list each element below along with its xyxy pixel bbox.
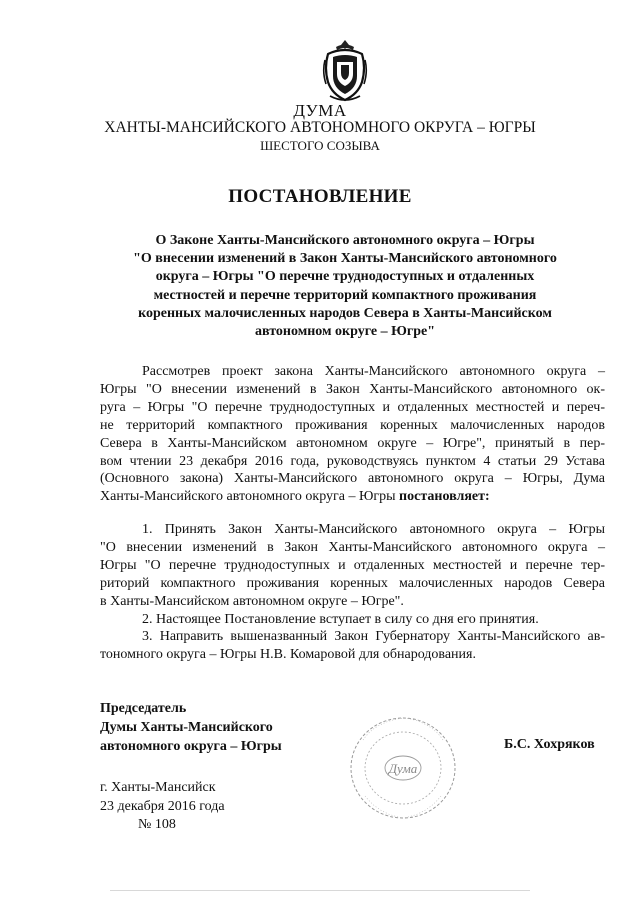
issue-details: [100, 779, 225, 835]
resolution-items: [100, 521, 605, 664]
document-number: № 108: [138, 817, 176, 832]
signatory-title-line: автономного округа – Югры: [100, 739, 282, 754]
subject-line: местностей и перечне территорий компактного проживания: [153, 287, 537, 303]
paragraph-line: (Основного закона) Ханты-Мансийского автономного округа – Югры, Дума: [100, 471, 605, 487]
stamp-text: Дума: [388, 761, 418, 776]
subject-line: коренных малочисленных народов Севера в Ханты-Мансийском: [138, 305, 552, 321]
item-1-line: риторий компактного проживания коренных малочисленных народов Севера: [100, 575, 605, 591]
document-type-title: ПОСТАНОВЛЕНИЕ: [228, 186, 412, 207]
subject-line: автономном округе – Югре": [254, 324, 436, 340]
paragraph-line: руга – Югры "О перечне труднодоступных и отдаленных местностей и переч-: [100, 399, 605, 415]
paragraph-line: Рассмотрев проект закона Ханты-Мансийского автономного округа –: [142, 364, 605, 379]
paragraph-line: не территорий компактного проживания коренных малочисленных народов: [100, 417, 605, 433]
item-3-line: 3. Направить вышеназванный Закон Губернатору Ханты-Мансийского ав-: [142, 629, 605, 645]
paragraph-line: Севера в Ханты-Мансийском автономном округе – Югре", принятый в пер-: [100, 435, 605, 451]
issuing-body-name: ДУМА: [293, 101, 347, 120]
signatory-title-line: Думы Ханты-Мансийского: [100, 720, 273, 735]
preamble-paragraph: [100, 363, 605, 506]
subject-line: округа – Югры "О перечне труднодоступных и отдаленных: [155, 269, 535, 285]
item-1-line: в Ханты-Мансийском автономном округе – Югре".: [100, 593, 404, 609]
signatory-name: Б.С. Хохряков: [504, 737, 595, 752]
item-3-line: тономного округа – Югры Н.В. Комаровой для обнародования.: [100, 647, 476, 663]
paragraph-line: вом чтении 23 декабря 2016 года, руководствуясь пунктом 4 статьи 29 Устава: [100, 453, 605, 469]
issue-city: г. Ханты-Мансийск: [100, 780, 216, 795]
round-seal-stamp: [345, 710, 465, 825]
signatory-title-line: Председатель: [100, 701, 187, 716]
signatory-title: [100, 699, 282, 756]
convocation-label: ШЕСТОГО СОЗЫВА: [260, 138, 380, 153]
decree-word: постановляет:: [399, 489, 490, 505]
item-1-line: Югры "О перечне труднодоступных и отдаленных местностей и перечне тер-: [100, 557, 605, 573]
coat-of-arms-emblem: [322, 38, 368, 104]
issue-date: 23 декабря 2016 года: [100, 798, 225, 814]
paragraph-text: Ханты-Мансийского автономного округа – Югры: [100, 489, 396, 505]
item-2-line: 2. Настоящее Постановление вступает в силу со дня его принятия.: [142, 611, 539, 627]
item-1-line: "О внесении изменений в Закон Ханты-Мансийского автономного округа –: [100, 539, 605, 555]
paragraph-line: [100, 488, 605, 506]
subject-line: О Законе Ханты-Мансийского автономного округа – Югры: [155, 233, 535, 248]
subject-line: "О внесении изменений в Закон Ханты-Мансийского автономного: [133, 251, 557, 267]
paragraph-line: Югры "О внесении изменений в Закон Ханты-Мансийского автономного ок-: [100, 381, 605, 397]
item-1-line: 1. Принять Закон Ханты-Мансийского автономного округа – Югры: [142, 522, 605, 537]
region-name: ХАНТЫ-МАНСИЙСКОГО АВТОНОМНОГО ОКРУГА – ЮГРЫ: [104, 119, 536, 136]
page-bottom-divider: [110, 890, 530, 891]
document-subject: [100, 232, 590, 341]
